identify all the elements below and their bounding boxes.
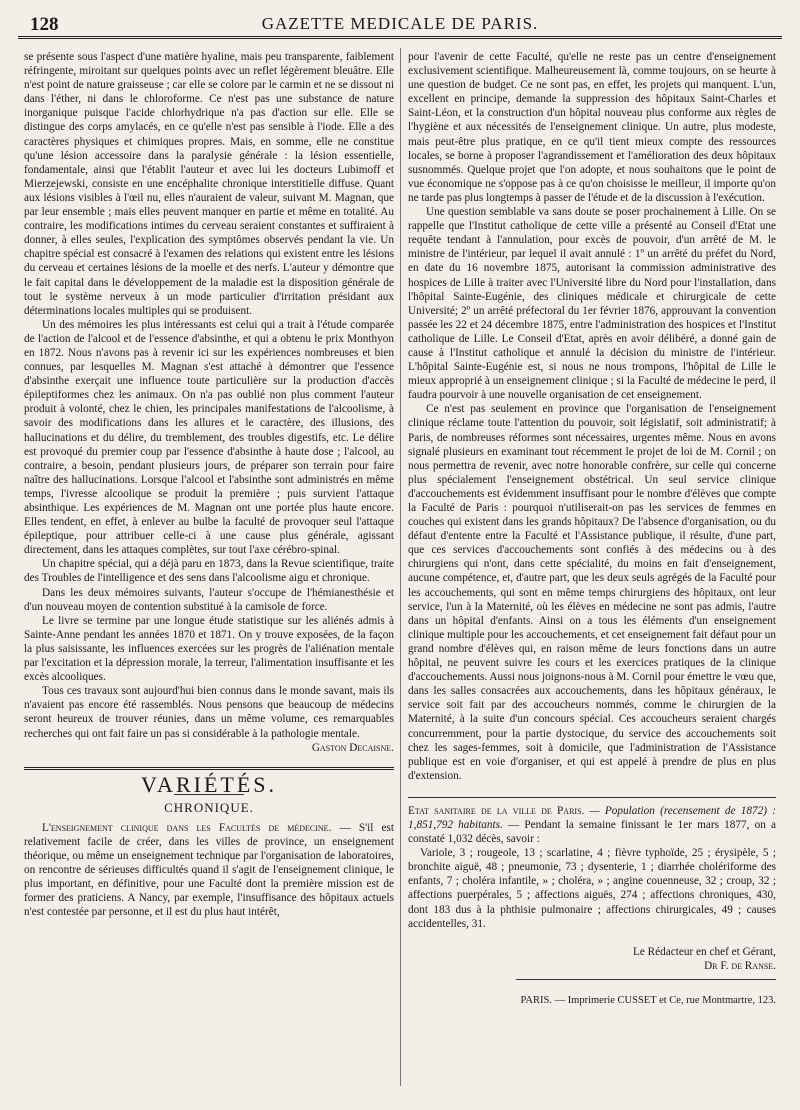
editor-title: Le Rédacteur en chef et Gérant, [632,945,776,958]
subsection-title: CHRONIQUE. [164,799,254,815]
etat-details: Variole, 3 ; rougeole, 13 ; scarlatine, 4 ; fièvre typhoïde, 25 ; érysipèle, 5 ; bronchite aiguë, 48 ; pneumonie, 73 ; dysenterie, 1 ; diarrhée cholériforme des enfants, 7 ; choléra infantile, » ; choléra, » ; angine couenneuse, 32 ; croup, 32 ; affections puerpérales, 5 ; affections aiguës, 274 ; affections chroniques, 430, dont 183 dus à la phthisie pulmonaire ; affections chirurgicales, 49 ; causes accidentelles, 31. [408,847,776,930]
left-paragraph-3: Un chapitre spécial, qui a déjà paru en 1873, dans la Revue scientifique, traite des Troubles de l'intelligence et des sens dans l'alcoolisme aigu et chronique. [24,558,394,585]
etat-text: — Pendant la semaine finissant le 1er mars 1877, on a constaté 1,032 décès, savoir : [408,818,776,846]
printer-line: PARIS. — Imprimerie CUSSET et Ce, rue Montmartre, 123. [520,994,776,1006]
printer-rule [516,979,776,980]
right-paragraph-3: Ce n'est pas seulement en province que l'organisation de l'enseignement clinique réclame toute l'attention du pouvoir, soit législatif, soit administratif; à Paris, de nombreuses réformes sont nécessaires, urgentes même. Nous en avons signalé plusieurs en examinant tout récemment le projet de loi de M. Cornil ; on nous permettra de revenir, avec notre honorable confrère, sur celle qui concerne plus spécialement l'enseignement obstétrical. Un seul service clinique d'accouchements est évidemment insuffisant pour le nombre d'élèves que compte la Faculté de Paris : pourquoi n'utiliserait-on pas les services de femmes en couches qui existent dans les grands hôpitaux? De l'absence d'organisation, ou du défaut d'entente entre la Faculté et l'Assistance publique, il résulte, d'une part, que ces services d'accouchements sont confiés à des médecins ou à des chirurgiens qui n'ont, dans cette spécialité, du moins en fait d'enseignement, aucune compétence, et, d'autre part, que les deux seuls agrégés de la Faculté pour les accouchements, qui sont en même temps chirurgiens des hôpitaux, ont leur service, l'un à la Maternité, où les élèves en médecine ne sont pas admis, l'autre dans un hôpital d'enfants. Ainsi on a tous les éléments d'un enseignement clinique multiple pour les accouchements, et cet enseignement fait défaut pour un grand nombre d'élèves qui, en raison même de leurs fonctions dans un autre hôpital, ne peuvent suivre les cours et les exercices pratiques de la clinique d'accouchements. Aussi nous joignons-nous à M. Cornil pour émettre le vœu que, dans les salles consacrées aux accouchements, dans les hôpitaux généraux, le service soit fait par des accoucheurs nommés, comme le chirurgien de la Maternité, à la suite d'un concours spécial. Ces accoucheurs seraient chargés concurremment, pour la partie dystocique, du service des accouchements soit chez les sages-femmes, soit à domicile, que l'administration de l'Assistance publique est en voie d'organiser, et qui est appelé à prendre de plus en plus d'extension. [408,403,776,782]
chronique-lead: L'enseignement clinique dans les Facultés de médecine. [42,821,332,834]
chronique-paragraph [24,821,394,920]
right-paragraph-2: Une question semblable va sans doute se poser prochainement à Lille. On se rappelle que l'Institut catholique de cette ville a présenté au Conseil d'Etat une requête tendant à l'annulation, pour excès de pouvoir, d'un arrêté de M. le ministre de l'intérieur, par lequel il avait annulé : 1º un arrêté du préfet du Nord, en date du 16 novembre 1875, autorisant la commission administrative des hospices de Lille à traiter avec l'Université libre du Nord pour l'installation, dans l'hôpital Sainte-Eugénie, des cliniques médicale et chirurgicale de cette Université; 2º un arrêté préfectoral du 1er février 1876, approuvant la convention passée les 22 et 24 décembre 1875, entre l'administration des hospices et l'Institut catholique de Lille. Le Conseil d'Etat, après en avoir délibéré, a donné gain de cause à l'Institut catholique et annulé la décision du ministre de l'intérieur. L'hôpital Sainte-Eugénie est, si nous ne nous trompons, l'hôpital de Lille le mieux approprié à un enseignement clinique ; si la Faculté de médecine le perd, il faudra pourvoir à une nouvelle organisation de cet enseignement. [408,206,776,402]
left-paragraph-5: Le livre se termine par une longue étude statistique sur les aliénés admis à Sainte-Anne pendant les années 1870 et 1871. On y trouve exposées, de la façon la plus saisissante, les influences exercées sur les progrès de l'aliénation mentale par l'excitation et la dépression morale, la terreur, l'alimentation insuffisante et les excès alcooliques. [24,614,394,684]
etat-lead: Etat sanitaire de la ville de Paris. [408,804,585,817]
left-column [24,50,394,920]
left-paragraph-4: Dans les deux mémoires suivants, l'auteur s'occupe de l'hémianesthésie et d'un nouveau moyen de contention substitué à la camisole de force. [24,586,394,613]
page-header [18,8,782,34]
etat-intro [408,804,776,846]
editor-name: Dr F. de Ranse. [704,959,776,972]
right-column [408,50,776,1008]
editor-block [408,945,776,973]
journal-title: GAZETTE MEDICALE DE PARIS. [261,14,539,33]
column-divider [400,48,401,1086]
left-paragraph-6: Tous ces travaux sont aujourd'hui bien connus dans le monde savant, mais ils n'avaient pas encore été rassemblés. Nous pensons que beaucoup de médecins seront heureux de trouver réunies, dans un même volume, ces remarquables recherches qui ont fait faire un pas si considérable à la pathologie mentale. [24,685,394,740]
article-signature: Gaston Decaisne. [311,741,394,754]
left-paragraph-1: se présente sous l'aspect d'une matière hyaline, mais peu transparente, faiblement réfringente, miroitant sur quelques points avec un reflet légèrement bleuâtre. Elle n'est point de nature graisseuse ; car elle se colore par le carmin et ne se dissout ni dans l'éther, ni dans le chloroforme. Ce n'est pas une substance de nature inorganique puisque l'acide chlorhydrique n'a pas d'action sur elle. Elle se distingue des corps amylacés, en ce qu'elle n'est pas sensible à l'iode. Elle a des caractères physiques et chimiques propres. Mais, en somme, elle ne constitue qu'une lésion accessoire dans la paralysie générale : la lésion essentielle, fondamentale, ainsi que l'établit l'auteur et avec lui les docteurs Lubimoff et Mierzejewski, consiste en une encéphalite chronique interstitielle diffuse. Quant aux lésions visibles à l'œil nu, elles n'auraient de valeur, suivant M. Magnan, que par leur ensemble ; mais elles peuvent manquer en partie et même en totalité. Au contraire, les modifications intimes du cerveau seraient constantes et suffiraient à donner, à elles seules, l'explication des symptômes observés pendant la vie. Un chapitre spécial est consacré à l'examen des relations qui existent entre les lésions du cerveau et certaines lésions de la moelle et des nerfs. L'auteur y démontre que le fait capital dans le développement de la maladie est la disposition générale de tout le système nerveux à un mode particulier d'irritation présidant aux déterminations locales multiples qui se produisent. [24,51,394,317]
chronique-text: — S'il est relativement facile de créer, dans les villes de province, un enseignement théorique, ou même un enseignement technique par l'organisation de laboratoires, on rencontre de sérieuses difficultés quand il s'agit de l'enseignement clinique, le plus important, en définitive, pour une Faculté dont la première mission est de former des praticiens. A Nancy, par exemple, l'insuffisance des hôpitaux actuels n'est contestée par personne, et il est du plus haut intérêt, [24,821,394,919]
right-paragraph-1: pour l'avenir de cette Faculté, qu'elle ne reste pas un centre d'enseignement exclusivement scientifique. Malheureusement là, comme toujours, on se heurte à une question de budget. Ce ne sont pas, en effet, les projets qui manquent. L'un, excellent en principe, demande la suppression des hôpitaux Saint-Charles et Saint-Léon, et la construction d'un hôpital nouveau plus conforme aux règles de l'hygiène et aux nécessités de l'enseignement clinique. Un autre, plus modeste, mais peut-être plus pratique, en ce qu'il tient mieux compte des ressources locales, se borne à proposer l'agrandissement et l'amélioration des deux hôpitaux susnommés. Quelque projet que l'on adopte, et nous souhaitons que le point de vue économique ne s'oppose pas à ce qu'on choisisse le meilleur, il importe qu'on ne tarde pas plus longtemps à passer de l'étude et de la discussion à l'exécution. [408,51,776,204]
etat-population: — Population (recensement de 1872) : 1,851,792 habitants. [408,804,776,831]
section-title: VARIÉTÉS. [141,771,277,797]
etat-sanitaire [408,797,776,931]
newspaper-page [18,8,782,1104]
left-paragraph-2: Un des mémoires les plus intéressants est celui qui a trait à l'étude comparée de l'action de l'alcool et de l'essence d'absinthe, et qui a obtenu le prix Monthyon en 1872. Nous n'avons pas à revenir ici sur les expériences nombreuses et bien connues, par lesquelles M. Magnan s'est attaché à démontrer que l'essence d'absinthe exerçait une influence toute particulière sur la production d'accès épileptiformes chez les animaux. On n'a pas oublié non plus comment l'auteur produit à volonté, chez le chien, les principales manifestations de l'alcoolisme, à savoir des modifications dans les allures et le caractère, des illusions, des hallucinations et du délire, du tremblement, des troubles digestifs, etc. Le délire est provoqué du premier coup par l'essence d'absinthe à haute dose ; l'alcool, au contraire, a besoin, pendant plusieurs jours, de préparer son terrain pour faire naître des hallucinations. Lorsque l'alcool et l'absinthe sont administrés en même temps, l'ivresse alcoolique se produit la première ; puis survient l'attaque absinthique. Les expériences de M. Magnan ont une portée plus haute encore. Elles tendent, en effet, à enlever au bulbe la faculté de provoquer seul l'attaque épileptique, pour attribuer celle-ci à une cause plus générale, agissant directement, dans les attaques complètes, sur tout l'axe cérébro-spinal. [24,318,394,557]
section-separator [24,767,394,770]
header-rule [18,36,782,39]
page-number: 128 [30,14,59,35]
